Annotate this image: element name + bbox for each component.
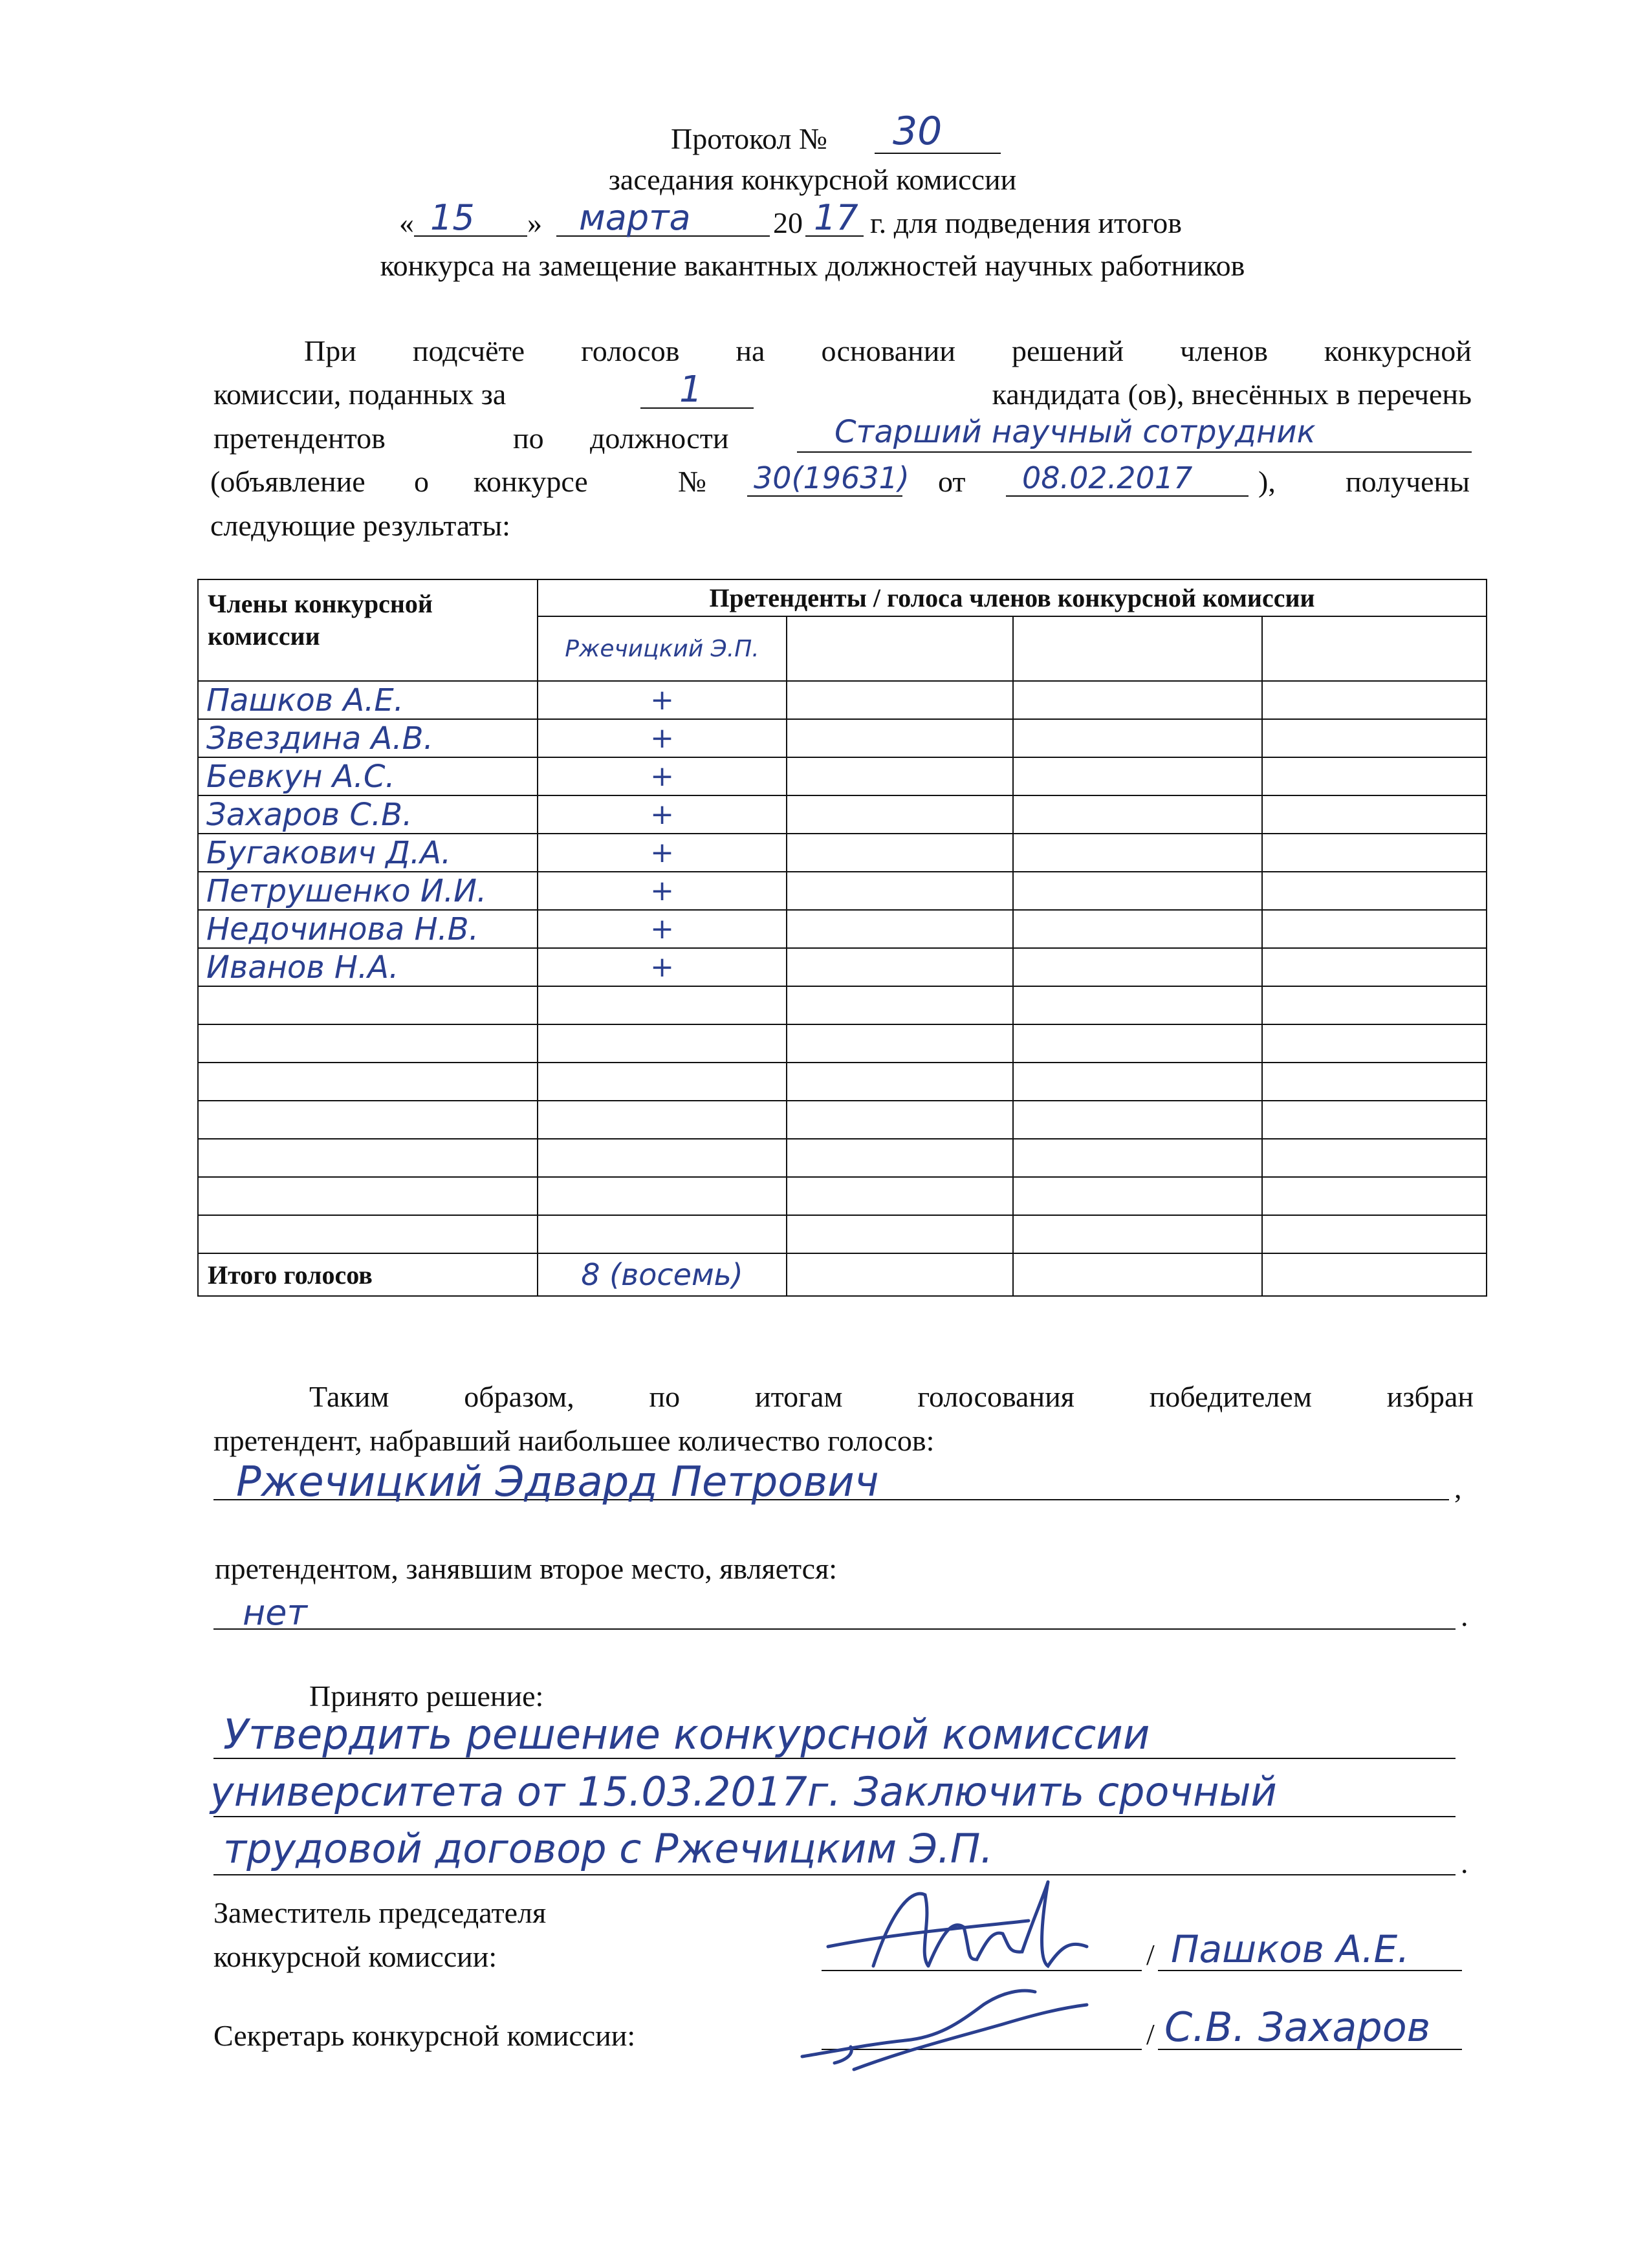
- winner-punct: ,: [1454, 1471, 1462, 1504]
- table-row: [198, 719, 1487, 757]
- vote-cell: [1013, 1063, 1262, 1101]
- intro-line-3b: по: [513, 422, 544, 455]
- table-row: [198, 1101, 1487, 1139]
- second-place-punct: .: [1461, 1599, 1468, 1632]
- vote-cell: [1262, 795, 1487, 834]
- member-name: Бугакович Д.А.: [206, 834, 452, 871]
- vote-cell: [787, 719, 1013, 757]
- vote-mark: +: [650, 951, 674, 984]
- date-month: марта: [579, 197, 691, 238]
- intro-word: При: [304, 334, 356, 367]
- date-day: 15: [430, 197, 475, 238]
- vote-cell: [787, 834, 1013, 872]
- results-word: победителем: [1149, 1380, 1312, 1413]
- decision-line-2-rule: [213, 1816, 1456, 1817]
- vote-cell: [1262, 681, 1487, 719]
- vote-cell: [538, 681, 787, 719]
- candidates-count: 1: [679, 369, 703, 411]
- member-cell: [198, 872, 538, 910]
- vote-cell: [787, 795, 1013, 834]
- intro-word: решений: [1012, 334, 1124, 367]
- vote-cell: [538, 1063, 787, 1101]
- decision-punct: .: [1461, 1846, 1468, 1879]
- candidate-name-cell: [1013, 616, 1262, 681]
- intro-word: на: [736, 334, 765, 367]
- table-row: [198, 1139, 1487, 1177]
- vote-cell: [787, 1063, 1013, 1101]
- intro-line-5: следующие результаты:: [210, 509, 510, 542]
- table-row: [198, 1177, 1487, 1215]
- table-row: [198, 910, 1487, 948]
- intro-line-2a: комиссии, поданных за: [213, 378, 507, 411]
- vote-cell: [1013, 795, 1262, 834]
- member-cell: [198, 1024, 538, 1063]
- vote-cell: [1262, 986, 1487, 1024]
- intro-line-4f: ),: [1258, 465, 1276, 498]
- second-place-label: претендентом, занявшим второе место, является:: [215, 1552, 838, 1585]
- vote-cell: [1262, 719, 1487, 757]
- intro-line-1: [304, 336, 1472, 366]
- candidates-header: Претенденты / голоса членов конкурсной комиссии: [538, 579, 1487, 616]
- decision-line-1: Утвердить решение конкурсной комиссии: [223, 1711, 1150, 1759]
- member-name: Недочинова Н.В.: [206, 911, 479, 947]
- header-line-4: конкурса на замещение вакантных должностей научных работников: [380, 249, 1245, 282]
- table-row: [198, 872, 1487, 910]
- vote-cell: [538, 1177, 787, 1215]
- announcement-number: 30(19631): [754, 460, 910, 495]
- results-word: голосования: [917, 1380, 1074, 1413]
- announcement-date-line: [1006, 495, 1249, 497]
- position-value: Старший научный сотрудник: [834, 414, 1316, 450]
- table-row: [198, 1215, 1487, 1253]
- date-open-quote: «: [399, 206, 414, 239]
- secretary-slash: /: [1146, 2018, 1155, 2051]
- protocol-label: Протокол №: [671, 122, 827, 155]
- vote-mark: +: [650, 760, 674, 793]
- deputy-label-2: конкурсной комиссии:: [213, 1940, 497, 1973]
- total-value: 8 (восемь): [581, 1257, 743, 1292]
- member-name: Звездина А.В.: [206, 720, 433, 757]
- decision-label: Принято решение:: [309, 1679, 544, 1712]
- total-label: Итого голосов: [198, 1253, 538, 1296]
- intro-line-4c: конкурсе: [474, 465, 588, 498]
- intro-line-4d: №: [678, 465, 706, 498]
- member-cell: [198, 1215, 538, 1253]
- member-cell: [198, 757, 538, 795]
- intro-word: голосов: [581, 334, 680, 367]
- vote-cell: [1262, 757, 1487, 795]
- deputy-name: Пашков А.Е.: [1171, 1927, 1410, 1971]
- member-cell: [198, 1177, 538, 1215]
- member-cell: [198, 910, 538, 948]
- member-cell: [198, 795, 538, 834]
- member-cell: [198, 719, 538, 757]
- vote-cell: [1013, 1139, 1262, 1177]
- intro-line-4b: о: [414, 465, 429, 498]
- secretary-name: С.В. Захаров: [1164, 2003, 1431, 2051]
- deputy-slash: /: [1146, 1938, 1155, 1971]
- total-cell: [787, 1253, 1013, 1296]
- intro-word: подсчёте: [412, 334, 525, 367]
- members-header: Члены конкурсной комиссии: [198, 579, 538, 681]
- total-cell: [538, 1253, 787, 1296]
- member-cell: [198, 1139, 538, 1177]
- secretary-signature-scribble: [789, 1979, 1100, 2076]
- vote-cell: [538, 795, 787, 834]
- vote-cell: [1262, 1215, 1487, 1253]
- announcement-date: 08.02.2017: [1022, 460, 1193, 495]
- vote-cell: [538, 986, 787, 1024]
- vote-cell: [538, 1139, 787, 1177]
- vote-cell: [1013, 986, 1262, 1024]
- vote-cell: [1262, 1139, 1487, 1177]
- results-word: Таким: [309, 1380, 389, 1413]
- vote-cell: [787, 757, 1013, 795]
- total-cell: [1262, 1253, 1487, 1296]
- vote-cell: [1262, 910, 1487, 948]
- candidate-name-cell: [538, 616, 787, 681]
- vote-cell: [1262, 834, 1487, 872]
- member-name: Пашков А.Е.: [206, 682, 404, 718]
- candidate-name: Ржечицкий Э.П.: [565, 635, 759, 662]
- table-row: [198, 834, 1487, 872]
- vote-cell: [1013, 834, 1262, 872]
- vote-cell: [787, 1139, 1013, 1177]
- member-name: Бевкун А.С.: [206, 758, 395, 795]
- deputy-signature-scribble: [815, 1869, 1119, 1985]
- vote-cell: [787, 986, 1013, 1024]
- table-row: [198, 681, 1487, 719]
- vote-cell: [538, 1215, 787, 1253]
- vote-cell: [1013, 719, 1262, 757]
- table-row: [198, 795, 1487, 834]
- table-row: [198, 948, 1487, 986]
- vote-cell: [538, 1101, 787, 1139]
- vote-cell: [1262, 872, 1487, 910]
- member-cell: [198, 1063, 538, 1101]
- vote-cell: [538, 872, 787, 910]
- intro-word: конкурсной: [1324, 334, 1472, 367]
- vote-cell: [1262, 1063, 1487, 1101]
- vote-cell: [1013, 1177, 1262, 1215]
- member-name: Иванов Н.А.: [206, 949, 399, 986]
- member-name: Петрушенко И.И.: [206, 872, 487, 909]
- secretary-label: Секретарь конкурсной комиссии:: [213, 2019, 636, 2052]
- member-name: Захаров С.В.: [206, 796, 413, 833]
- vote-cell: [1262, 1177, 1487, 1215]
- vote-cell: [787, 910, 1013, 948]
- intro-line-4g: получены: [1346, 465, 1470, 498]
- announcement-number-line: [747, 495, 902, 497]
- member-cell: [198, 1101, 538, 1139]
- vote-mark: +: [650, 722, 674, 755]
- position-line: [797, 451, 1472, 453]
- intro-line-2b: кандидата (ов), внесённых в перечень: [992, 378, 1472, 411]
- total-cell: [1013, 1253, 1262, 1296]
- member-cell: [198, 834, 538, 872]
- results-line-1: [309, 1382, 1474, 1412]
- vote-cell: [1013, 1024, 1262, 1063]
- results-word: избран: [1386, 1380, 1474, 1413]
- deputy-label-1: Заместитель председателя: [213, 1896, 547, 1929]
- votes-table: [197, 579, 1487, 1297]
- vote-cell: [787, 1024, 1013, 1063]
- vote-cell: [538, 910, 787, 948]
- vote-cell: [1262, 1101, 1487, 1139]
- member-cell: [198, 681, 538, 719]
- date-tail: г. для подведения итогов: [870, 206, 1182, 239]
- decision-line-3: трудовой договор с Ржечицким Э.П.: [223, 1825, 994, 1872]
- vote-cell: [1013, 681, 1262, 719]
- vote-cell: [1013, 872, 1262, 910]
- year-prefix: 20: [773, 206, 803, 239]
- member-cell: [198, 986, 538, 1024]
- results-word: образом,: [464, 1380, 574, 1413]
- candidate-name-cell: [1262, 616, 1487, 681]
- date-close-quote: »: [527, 206, 542, 239]
- table-row: [198, 757, 1487, 795]
- vote-cell: [538, 1024, 787, 1063]
- vote-mark: +: [650, 684, 674, 717]
- vote-mark: +: [650, 874, 674, 907]
- vote-cell: [1013, 910, 1262, 948]
- table-row: [198, 1024, 1487, 1063]
- second-place-value: нет: [243, 1592, 307, 1633]
- vote-mark: +: [650, 913, 674, 945]
- intro-line-3a: претендентов: [213, 422, 386, 455]
- vote-cell: [1013, 1101, 1262, 1139]
- results-word: итогам: [754, 1380, 843, 1413]
- vote-cell: [538, 719, 787, 757]
- protocol-number: 30: [893, 109, 943, 154]
- vote-cell: [787, 948, 1013, 986]
- results-word: по: [649, 1380, 681, 1413]
- table-row: [198, 1063, 1487, 1101]
- results-line-2: претендент, набравший наибольшее количество голосов:: [213, 1424, 935, 1457]
- vote-cell: [1013, 757, 1262, 795]
- vote-cell: [1262, 1024, 1487, 1063]
- vote-cell: [787, 681, 1013, 719]
- table-row: [198, 986, 1487, 1024]
- vote-mark: +: [650, 798, 674, 831]
- intro-word: основании: [821, 334, 956, 367]
- vote-cell: [538, 948, 787, 986]
- vote-cell: [1013, 1215, 1262, 1253]
- vote-cell: [1262, 948, 1487, 986]
- intro-line-3c: должности: [590, 422, 729, 455]
- vote-cell: [538, 757, 787, 795]
- vote-cell: [787, 1101, 1013, 1139]
- second-place-line: [213, 1628, 1456, 1630]
- vote-mark: +: [650, 836, 674, 869]
- decision-line-2: университета от 15.03.2017г. Заключить срочный: [210, 1768, 1277, 1815]
- header-line-2: заседания конкурсной комиссии: [608, 163, 1017, 196]
- intro-line-4a: (объявление: [210, 465, 365, 498]
- vote-cell: [787, 1215, 1013, 1253]
- vote-cell: [1013, 948, 1262, 986]
- year-suffix: 17: [814, 197, 858, 238]
- candidate-name-cell: [787, 616, 1013, 681]
- vote-cell: [787, 872, 1013, 910]
- intro-word: членов: [1180, 334, 1268, 367]
- vote-cell: [787, 1177, 1013, 1215]
- intro-line-4e: от: [938, 465, 966, 498]
- winner-name: Ржечицкий Эдвард Петрович: [236, 1458, 879, 1506]
- member-cell: [198, 948, 538, 986]
- vote-cell: [538, 834, 787, 872]
